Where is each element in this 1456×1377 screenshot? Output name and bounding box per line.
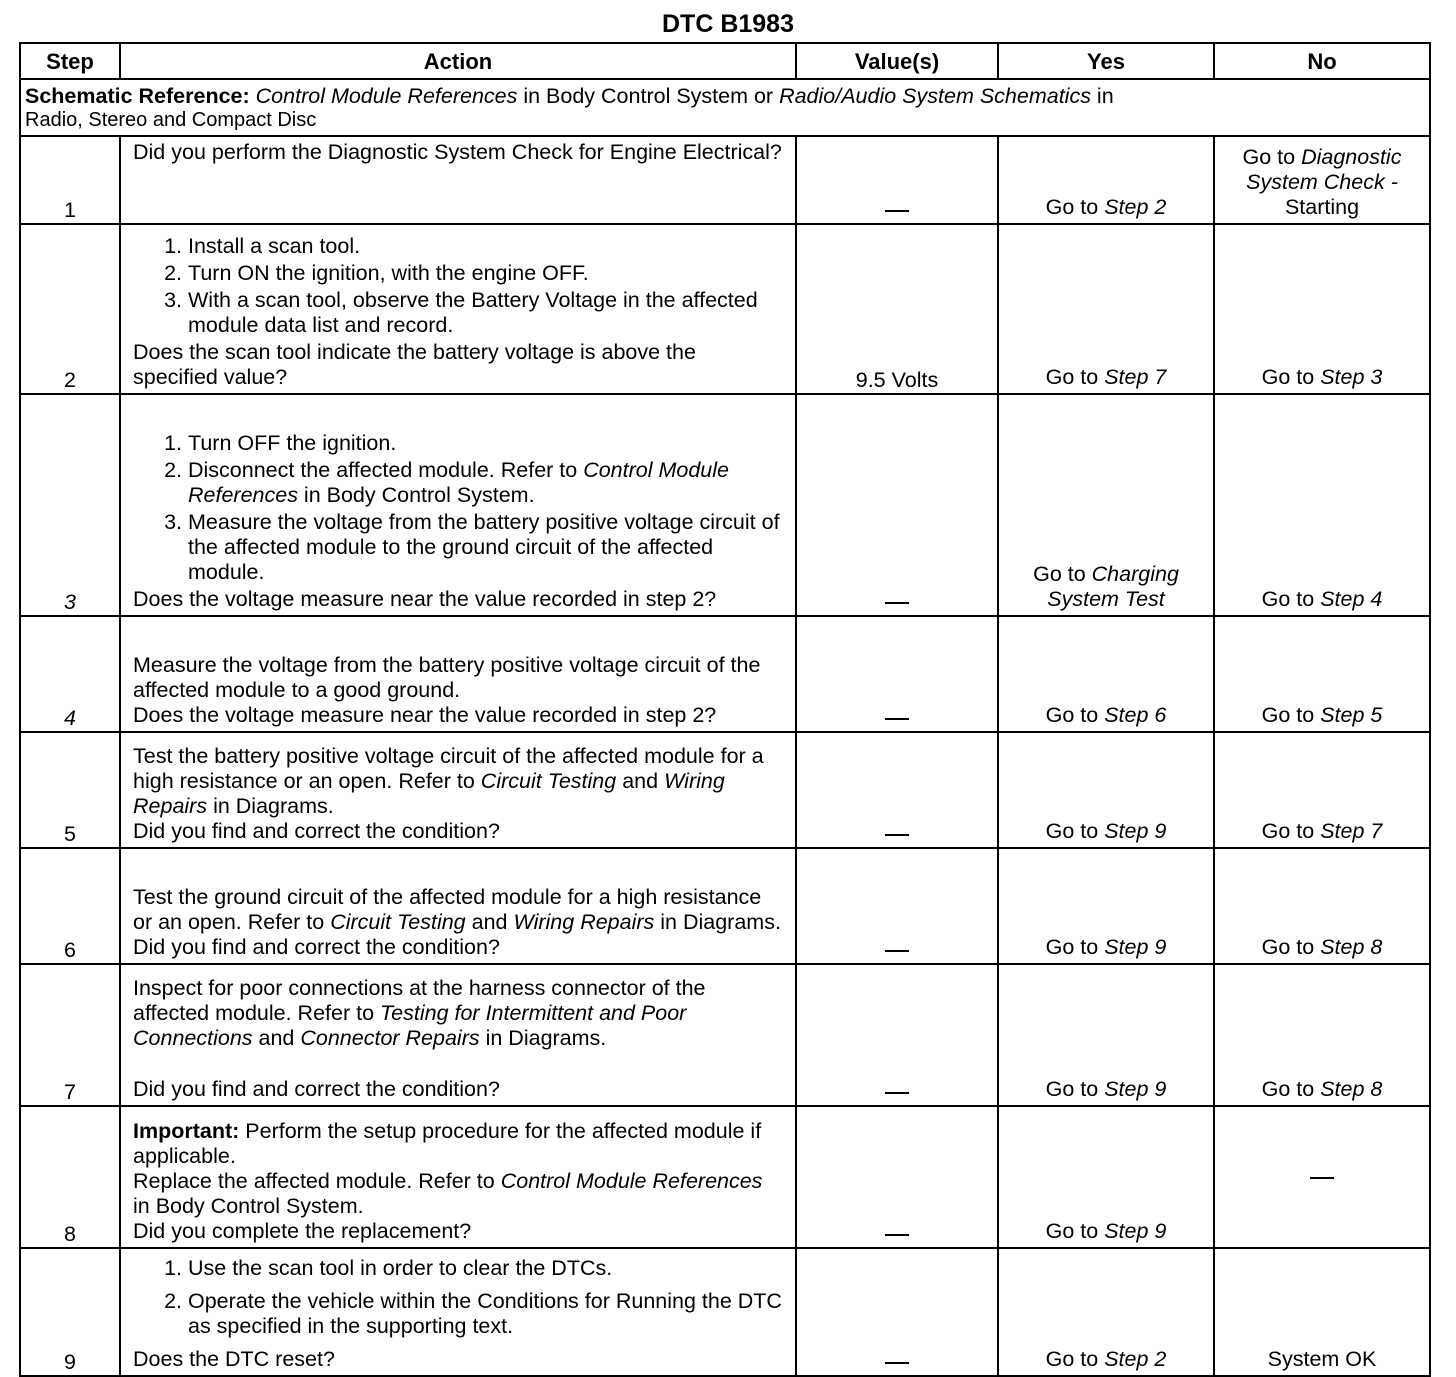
text-part: Test the battery positive voltage circuit of the affected module for a high resistance or an open. Refer to bbox=[133, 744, 764, 793]
step-number: 4 bbox=[20, 616, 120, 732]
text-part: Replace the affected module. Refer to bbox=[133, 1169, 501, 1193]
step-number: 9 bbox=[20, 1248, 120, 1376]
schematic-reference-cell bbox=[20, 79, 1430, 136]
no-link-step-3[interactable]: Step 3 bbox=[1320, 365, 1383, 389]
step-number: 1 bbox=[20, 136, 120, 224]
no-link-step-4[interactable]: Step 4 bbox=[1320, 587, 1383, 611]
action-cell bbox=[120, 224, 796, 394]
dash-mark bbox=[885, 950, 909, 952]
action-cell bbox=[120, 616, 796, 732]
link-control-module-references[interactable]: Control Module References bbox=[500, 1169, 763, 1193]
link-wiring-repairs[interactable]: Wiring Repairs bbox=[513, 910, 655, 934]
yes-cell bbox=[998, 964, 1214, 1106]
yes-link-step-9[interactable]: Step 9 bbox=[1104, 819, 1167, 843]
yes-link-step-6[interactable]: Step 6 bbox=[1104, 703, 1167, 727]
dash-mark bbox=[885, 1362, 909, 1364]
dash-mark bbox=[885, 602, 909, 604]
value-cell bbox=[796, 136, 998, 224]
step-number: 6 bbox=[20, 848, 120, 964]
yes-prefix: Go to bbox=[1045, 935, 1105, 959]
important-text: Perform the setup procedure for the affected module if applicable. bbox=[133, 1119, 762, 1168]
action-question: Does the voltage measure near the value recorded in step 2? bbox=[133, 703, 717, 727]
no-cell bbox=[1214, 224, 1430, 394]
action-question: Does the scan tool indicate the battery voltage is above the specified value? bbox=[133, 340, 696, 389]
value-cell: 9.5 Volts bbox=[796, 224, 998, 394]
action-question: Did you find and correct the condition? bbox=[133, 819, 500, 843]
value-cell bbox=[796, 964, 998, 1106]
action-list-item: 1. Use the scan tool in order to clear the DTCs. bbox=[188, 1256, 785, 1281]
link-control-module-references[interactable]: Control Module References bbox=[188, 458, 729, 507]
item-text: in Body Control System. bbox=[297, 483, 535, 507]
table-row-step-1 bbox=[20, 136, 1430, 224]
header-action: Action bbox=[120, 43, 796, 79]
link-circuit-testing[interactable]: Circuit Testing bbox=[330, 910, 466, 934]
value-cell bbox=[796, 616, 998, 732]
no-cell bbox=[1214, 732, 1430, 848]
no-link-step-8[interactable]: Step 8 bbox=[1320, 935, 1383, 959]
no-link-step-8[interactable]: Step 8 bbox=[1320, 1077, 1383, 1101]
action-question: Did you perform the Diagnostic System Check for Engine Electrical? bbox=[133, 140, 782, 164]
no-cell bbox=[1214, 136, 1430, 224]
text-part: Test the ground circuit of the affected module for a high resistance or an open. Refer to bbox=[133, 885, 762, 934]
yes-prefix: Go to bbox=[1045, 1219, 1105, 1243]
action-cell bbox=[120, 848, 796, 964]
item-text: Disconnect the affected module. Refer to bbox=[188, 458, 584, 482]
yes-link-step-7[interactable]: Step 7 bbox=[1104, 365, 1167, 389]
no-link-step-7[interactable]: Step 7 bbox=[1320, 819, 1383, 843]
step-number: 7 bbox=[20, 964, 120, 1106]
yes-link-step-2[interactable]: Step 2 bbox=[1104, 195, 1167, 219]
action-question: Did you complete the replacement? bbox=[133, 1219, 472, 1243]
link-testing-intermittent[interactable]: Testing for Intermittent and Poor Connections bbox=[133, 1001, 687, 1050]
action-list-item: 3. With a scan tool, observe the Battery Voltage in the affected module data list and record. bbox=[188, 288, 785, 338]
page-title: DTC B1983 bbox=[662, 10, 794, 38]
text-part: in Diagrams. bbox=[654, 910, 781, 934]
text-part: in Body Control System. bbox=[133, 1194, 364, 1218]
text-part: in Diagrams. bbox=[479, 1026, 607, 1050]
action-cell bbox=[120, 732, 796, 848]
link-wiring-repairs[interactable]: Wiring Repairs bbox=[133, 769, 725, 818]
no-prefix: Go to bbox=[1261, 587, 1321, 611]
schematic-text-1: in Body Control System or bbox=[517, 84, 780, 108]
action-list bbox=[133, 1256, 785, 1339]
value-cell bbox=[796, 1248, 998, 1376]
yes-prefix: Go to bbox=[1045, 703, 1105, 727]
no-prefix: Go to bbox=[1261, 703, 1321, 727]
value-cell bbox=[796, 1106, 998, 1248]
action-question: Does the voltage measure near the value recorded in step 2? bbox=[133, 587, 717, 611]
text-part: in Diagrams. bbox=[207, 794, 334, 818]
step-number: 8 bbox=[20, 1106, 120, 1248]
action-question: Did you find and correct the condition? bbox=[133, 1077, 500, 1101]
no-cell bbox=[1214, 1106, 1430, 1248]
action-text: Measure the voltage from the battery positive voltage circuit of the affected module to a good ground. bbox=[133, 653, 761, 702]
schematic-ref-control-modules: Control Module References bbox=[255, 84, 518, 108]
action-text bbox=[133, 744, 785, 819]
no-cell bbox=[1214, 394, 1430, 616]
step-number: 2 bbox=[20, 224, 120, 394]
yes-link-step-9[interactable]: Step 9 bbox=[1104, 1219, 1167, 1243]
table-row-step-3 bbox=[20, 394, 1430, 616]
table-row-step-8 bbox=[20, 1106, 1430, 1248]
value-cell bbox=[796, 732, 998, 848]
yes-cell bbox=[998, 136, 1214, 224]
action-list bbox=[133, 234, 785, 338]
no-suffix: Starting bbox=[1284, 195, 1360, 219]
action-cell bbox=[120, 394, 796, 616]
yes-cell bbox=[998, 224, 1214, 394]
schematic-text-2: in bbox=[1090, 84, 1114, 108]
important-label: Important: bbox=[133, 1119, 240, 1143]
link-circuit-testing[interactable]: Circuit Testing bbox=[480, 769, 617, 793]
action-list bbox=[133, 431, 785, 585]
important-note bbox=[133, 1119, 785, 1169]
action-text bbox=[133, 1169, 785, 1219]
schematic-reference-row bbox=[20, 79, 1430, 136]
dash-mark bbox=[885, 1234, 909, 1236]
header-row bbox=[20, 43, 1430, 79]
header-values: Value(s) bbox=[796, 43, 998, 79]
yes-prefix: Go to bbox=[1045, 365, 1105, 389]
action-text bbox=[133, 885, 785, 935]
action-cell bbox=[120, 964, 796, 1106]
yes-cell bbox=[998, 616, 1214, 732]
header-no: No bbox=[1214, 43, 1430, 79]
action-list-item: 1. Turn OFF the ignition. bbox=[188, 431, 785, 456]
schematic-ref-radio: Radio/Audio System Schematics bbox=[779, 84, 1091, 108]
no-prefix: Go to bbox=[1242, 145, 1302, 169]
yes-prefix: Go to bbox=[1045, 819, 1105, 843]
text-part: and bbox=[616, 769, 665, 793]
yes-prefix: Go to bbox=[1033, 562, 1092, 586]
table-row-step-7 bbox=[20, 964, 1430, 1106]
action-list-item: 1. Install a scan tool. bbox=[188, 234, 785, 259]
no-prefix: Go to bbox=[1261, 1077, 1321, 1101]
table-row-step-4 bbox=[20, 616, 1430, 732]
action-cell bbox=[120, 1248, 796, 1376]
text-part: Inspect for poor connections at the harness connector of the affected module. Refer to bbox=[133, 976, 706, 1025]
no-prefix: Go to bbox=[1261, 935, 1321, 959]
yes-cell bbox=[998, 732, 1214, 848]
yes-prefix: Go to bbox=[1045, 195, 1105, 219]
spacer bbox=[133, 1051, 785, 1077]
action-list-item bbox=[188, 458, 785, 508]
dash-mark bbox=[885, 1092, 909, 1094]
yes-link-charging-system-test[interactable]: Charging System Test bbox=[1047, 562, 1179, 611]
step-number: 5 bbox=[20, 732, 120, 848]
dash-mark bbox=[885, 210, 909, 212]
yes-prefix: Go to bbox=[1045, 1077, 1105, 1101]
schematic-line-2: Radio, Stereo and Compact Disc bbox=[25, 109, 317, 131]
step-number: 3 bbox=[20, 394, 120, 616]
yes-cell bbox=[998, 848, 1214, 964]
table-row-step-2 bbox=[20, 224, 1430, 394]
dash-mark bbox=[1310, 1177, 1334, 1179]
no-prefix: Go to bbox=[1261, 365, 1321, 389]
schematic-label: Schematic Reference: bbox=[25, 84, 250, 108]
action-question: Did you find and correct the condition? bbox=[133, 935, 500, 959]
no-cell: System OK bbox=[1214, 1248, 1430, 1376]
value-cell bbox=[796, 394, 998, 616]
yes-link-step-2[interactable]: Step 2 bbox=[1104, 1347, 1167, 1371]
no-prefix: Go to bbox=[1261, 819, 1321, 843]
table-row-step-5 bbox=[20, 732, 1430, 848]
no-cell bbox=[1214, 616, 1430, 732]
text-part: and bbox=[252, 1026, 301, 1050]
action-list-item: 2. Turn ON the ignition, with the engine OFF. bbox=[188, 261, 785, 286]
no-link-diagnostic-system-check[interactable]: Diagnostic System Check - bbox=[1246, 145, 1402, 194]
table-row-step-6 bbox=[20, 848, 1430, 964]
header-step: Step bbox=[20, 43, 120, 79]
header-yes: Yes bbox=[998, 43, 1214, 79]
link-connector-repairs[interactable]: Connector Repairs bbox=[300, 1026, 480, 1050]
action-text bbox=[133, 976, 785, 1051]
dash-mark bbox=[885, 718, 909, 720]
text-part: and bbox=[465, 910, 514, 934]
yes-prefix: Go to bbox=[1045, 1347, 1105, 1371]
yes-cell bbox=[998, 1248, 1214, 1376]
action-cell bbox=[120, 1106, 796, 1248]
no-link-step-5[interactable]: Step 5 bbox=[1320, 703, 1383, 727]
diagnostic-table bbox=[19, 42, 1431, 1377]
value-cell bbox=[796, 848, 998, 964]
no-cell bbox=[1214, 848, 1430, 964]
yes-link-step-9[interactable]: Step 9 bbox=[1104, 1077, 1167, 1101]
action-list-item: 3. Measure the voltage from the battery positive voltage circuit of the affected module to the ground circuit of the affected module. bbox=[188, 510, 785, 585]
dash-mark bbox=[885, 834, 909, 836]
yes-cell bbox=[998, 394, 1214, 616]
yes-link-step-9[interactable]: Step 9 bbox=[1104, 935, 1167, 959]
table-row-step-9 bbox=[20, 1248, 1430, 1376]
yes-cell bbox=[998, 1106, 1214, 1248]
action-list-item: 2. Operate the vehicle within the Conditions for Running the DTC as specified in the supporting text. bbox=[188, 1289, 785, 1339]
action-cell bbox=[120, 136, 796, 224]
no-cell bbox=[1214, 964, 1430, 1106]
action-question: Does the DTC reset? bbox=[133, 1347, 335, 1371]
